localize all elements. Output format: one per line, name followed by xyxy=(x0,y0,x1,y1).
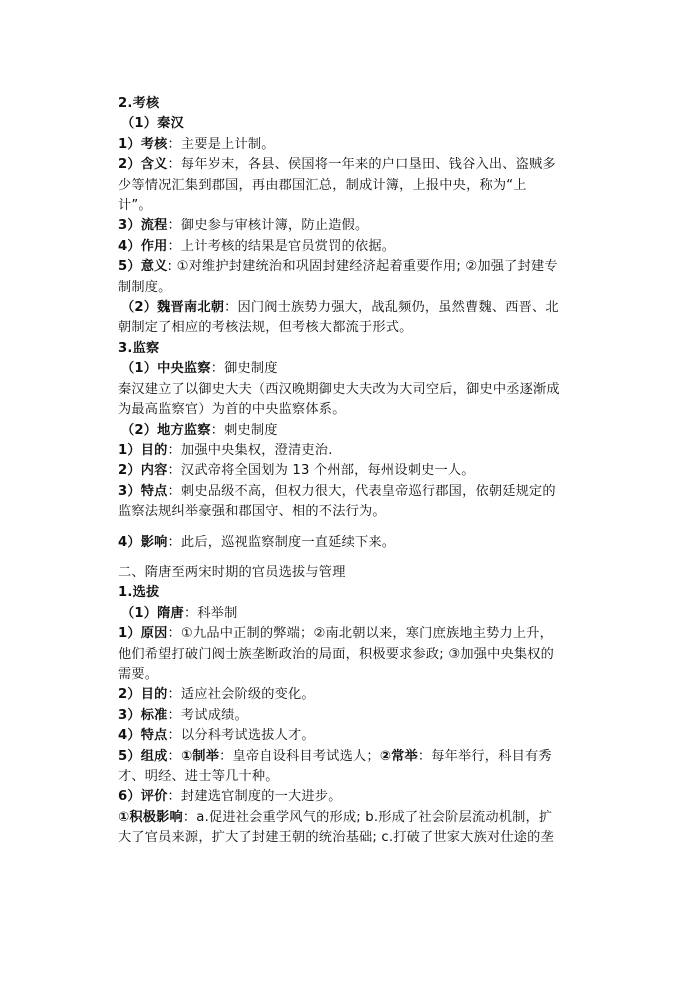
term-label: 4）影响 xyxy=(118,534,168,550)
term-label: 4）特点 xyxy=(118,728,168,744)
text-line: 制制度。 xyxy=(118,279,172,295)
paragraph-content xyxy=(118,461,580,481)
paragraph-wei-jin xyxy=(118,298,580,318)
section-title-supervision: 3.监察 xyxy=(118,340,160,356)
paragraph-meaning xyxy=(118,155,580,175)
text-line: 大了官员来源，扩大了封建王朝的统治基础; c.打破了世家大族对仕途的垄 xyxy=(118,830,554,846)
body-text: ：以分科考试选拔人才。 xyxy=(167,728,315,744)
term-label: 2）含义 xyxy=(118,157,168,173)
document-body xyxy=(118,94,580,849)
body-text: ：封建选官制度的一大进步。 xyxy=(167,789,342,805)
text-line: 监察法规纠举豪强和郡国守、相的不法行为。 xyxy=(118,504,386,520)
paragraph-features-2 xyxy=(118,726,580,746)
paragraph-standard xyxy=(118,706,580,726)
body-text: ：皇帝自设科目考试选人； xyxy=(219,748,380,764)
body-text: ：此后，巡视监察制度一直延续下来。 xyxy=(167,534,396,550)
term-label: 3）标准 xyxy=(118,707,168,723)
body-text: ： xyxy=(167,748,181,764)
paragraph-evaluation xyxy=(118,787,580,807)
term-label: 6）评价 xyxy=(118,789,168,805)
paragraph-positive-impact xyxy=(118,808,580,828)
term-label: （1）中央监察 xyxy=(121,361,211,377)
body-text: ：每年举行，科目有秀 xyxy=(417,748,552,764)
term-label: 5）意义 xyxy=(118,259,168,275)
body-text: ：加强中央集权，澄清吏治. xyxy=(167,442,333,458)
text-line: 需要。 xyxy=(118,666,159,682)
term-label: 2）内容 xyxy=(118,463,168,479)
text-line: 少等情况汇集到郡国，再由郡国汇总，制成计簿，上报中央，称为“上 xyxy=(118,177,527,193)
body-text: ：因门阀士族势力强大，战乱频仍，虽然曹魏、西晋、北 xyxy=(224,300,559,316)
subsection-qin-han: （1）秦汉 xyxy=(121,116,184,132)
term-label: （2）地方监察 xyxy=(121,422,211,438)
paragraph-significance xyxy=(118,257,580,277)
body-text: ：御史制度 xyxy=(210,361,278,377)
paragraph-process xyxy=(118,216,580,236)
body-text: ：刺史品级不高，但权力很大，代表皇帝巡行郡国，依朝廷规定的 xyxy=(167,483,556,499)
paragraph-influence xyxy=(118,533,580,553)
paragraph-features xyxy=(118,482,580,502)
body-text: : ①对维护封建统治和巩固封建经济起着重要作用; ②加强了封建专 xyxy=(167,259,558,275)
text-line: 朝制定了相应的考核法规，但考核大都流于形式。 xyxy=(118,320,413,336)
subsection-sui-tang xyxy=(118,604,580,624)
paragraph-function xyxy=(118,237,580,257)
term-label: （2）魏晋南北朝 xyxy=(121,300,225,316)
text-line: 计”。 xyxy=(118,198,152,214)
section-title-selection: 1.选拔 xyxy=(118,585,160,601)
body-text: ：御史参与审核计簿，防止造假。 xyxy=(167,218,369,234)
spacer xyxy=(118,553,580,563)
term-label: 2）目的 xyxy=(118,687,168,703)
term-label: 3）特点 xyxy=(118,483,168,499)
term-label: 3）流程 xyxy=(118,218,168,234)
term-label: 1）目的 xyxy=(118,442,168,458)
section-title-assessment: 2.考核 xyxy=(118,96,160,111)
text-line: 为最高监察官）为首的中央监察体系。 xyxy=(118,402,346,418)
spacer xyxy=(118,523,580,533)
body-text: ：考试成绩。 xyxy=(167,707,248,723)
part-title-sui-tang-song: 二、隋唐至两宋时期的官员选拔与管理 xyxy=(118,564,346,580)
body-text: ：科举制 xyxy=(183,605,238,621)
paragraph-cause xyxy=(118,624,580,644)
term-label: 1）考核 xyxy=(118,136,168,152)
paragraph-purpose-2 xyxy=(118,685,580,705)
subsection-local-supervision xyxy=(118,421,580,441)
text-line: 他们希望打破门阀士族垄断政治的局面，积极要求参政; ③加强中央集权的 xyxy=(118,646,555,662)
term-label: （1）隋唐 xyxy=(121,605,184,621)
body-text: ：a.促进社会重学风气的形成; b.形成了社会阶层流动机制，扩 xyxy=(182,809,553,825)
term-label: ①积极影响 xyxy=(118,809,183,825)
body-text: ：上计考核的结果是官员赏罚的依据。 xyxy=(167,238,396,254)
term-label: ②常举 xyxy=(379,748,418,764)
body-text: ：适应社会阶级的变化。 xyxy=(167,687,315,703)
body-text: ：刺史制度 xyxy=(210,422,278,438)
body-text: ：主要是上计制。 xyxy=(167,136,275,152)
subsection-central-supervision xyxy=(118,359,580,379)
body-text: ：汉武帝将全国划为 13 个州部，每州设刺史一人。 xyxy=(167,463,475,479)
text-line: 秦汉建立了以御史大夫（西汉晚期御史大夫改为大司空后，御史中丞逐渐成 xyxy=(118,381,560,397)
body-text: ：①九品中正制的弊端；②南北朝以来，寒门庶族地主势力上升， xyxy=(167,626,554,642)
paragraph-purpose xyxy=(118,441,580,461)
text-line: 才、明经、进士等几十种。 xyxy=(118,769,279,784)
term-label: 1）原因 xyxy=(118,626,168,642)
term-label: 4）作用 xyxy=(118,238,168,254)
paragraph-composition xyxy=(118,747,580,767)
paragraph-assessment xyxy=(118,135,580,155)
term-label: 5）组成 xyxy=(118,748,168,764)
term-label: ①制举 xyxy=(180,748,220,764)
body-text: ：每年岁末，各县、侯国将一年来的户口垦田、钱谷入出、盗贼多 xyxy=(167,157,556,173)
